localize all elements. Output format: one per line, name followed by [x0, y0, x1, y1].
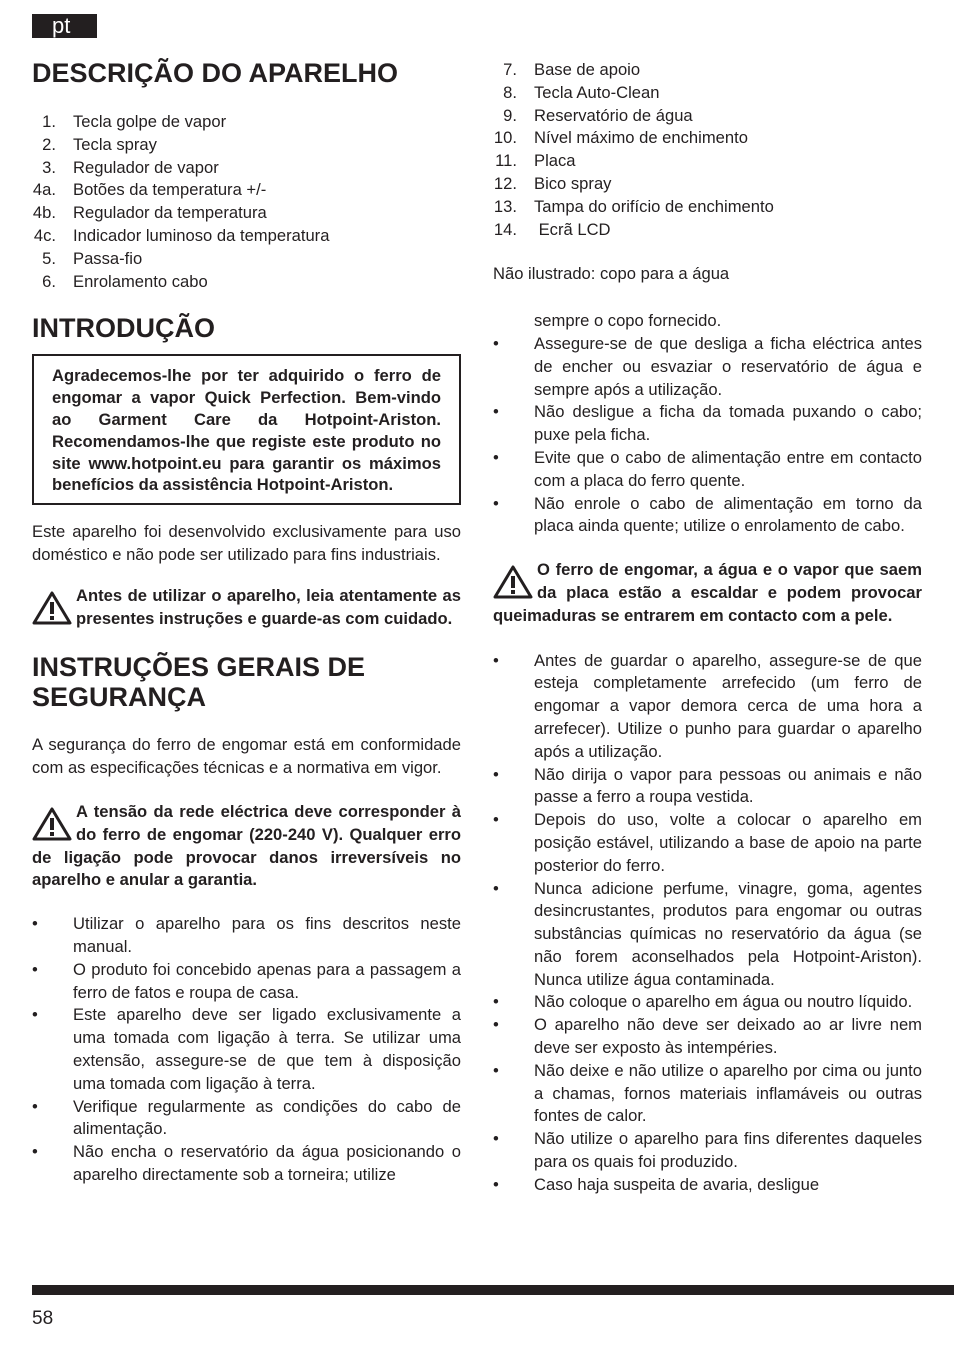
intro-warning [32, 585, 461, 631]
bullet-marker: • [493, 493, 499, 513]
bullet-item [493, 333, 922, 401]
list-item [32, 134, 461, 157]
bullet-marker: • [493, 1060, 499, 1080]
list-item [493, 150, 922, 173]
bullet-marker: • [493, 1129, 499, 1149]
list-item [493, 173, 922, 196]
list-item-number: 3. [42, 157, 56, 177]
warning-icon [32, 807, 72, 841]
safety-heading-line2: SEGURANÇA [32, 682, 207, 713]
bullet-text: Não encha o reservatório da água posicionando o aparelho directamente sob a torneira; utilize [73, 1142, 461, 1184]
list-item-text: Enrolamento cabo [73, 271, 208, 291]
list-item-text: Regulador da temperatura [73, 203, 267, 223]
list-item [32, 157, 461, 180]
intro-paragraph: Este aparelho foi desenvolvido exclusivamente para uso doméstico e não pode ser utilizado para fins industriais. [32, 522, 461, 564]
list-item-number: 6. [42, 271, 56, 291]
bullet-text: Verifique regularmente as condições do cabo de alimentação. [73, 1096, 461, 1139]
bullet-item [493, 650, 922, 764]
bullet-text: Não coloque o aparelho em água ou noutro líquido. [534, 992, 913, 1012]
list-item-number: 2. [42, 134, 56, 154]
language-tab: pt [32, 14, 97, 38]
bullet-text: Não desligue a ficha da tomada puxando o cabo; puxe pela ficha. [534, 402, 922, 445]
bullet-text: O produto foi concebido apenas para a passagem a ferro de fatos e roupa de casa. [73, 959, 461, 1002]
bullet-marker: • [493, 650, 499, 670]
list-item [32, 179, 461, 202]
list-item-number: 8. [503, 82, 517, 102]
bullet-item [493, 809, 922, 877]
bullet-marker: • [493, 878, 499, 898]
bullet-text: Utilizar o aparelho para os fins descritos neste manual. [73, 914, 461, 956]
bullet-item [493, 1060, 922, 1128]
description-heading: DESCRIÇÃO DO APARELHO [32, 58, 399, 88]
list-item-text: Base de apoio [534, 60, 641, 79]
warning-icon [32, 591, 72, 625]
list-item [493, 196, 922, 219]
hot-warning [493, 559, 922, 627]
bullet-marker: • [493, 333, 499, 353]
bullet-text: Caso haja suspeita de avaria, desligue [534, 1174, 820, 1194]
list-item-text: Nível máximo de enchimento [534, 128, 748, 148]
not-illustrated-note: Não ilustrado: copo para a água [493, 264, 730, 284]
page-number: 58 [32, 1308, 54, 1329]
safety-heading-line1: INSTRUÇÕES GERAIS DE [32, 652, 366, 683]
safety-heading [32, 652, 461, 712]
list-item-number: 14. [493, 219, 517, 239]
bullet-item [493, 878, 922, 992]
bullet-item [493, 1014, 922, 1060]
bullet-marker: • [493, 764, 499, 784]
bullet-item [493, 493, 922, 539]
list-item [493, 219, 922, 242]
intro-box: Agradecemos-lhe por ter adquirido o ferro de engomar a vapor Quick Perfection. Bem-vindo ao Garment Care da Hotpoint-Ariston. Recomendamos-lhe que registe este produto no site www.hotpoint.eu para garantir os máximos benefícios da assistência Hotpoint-Ariston. [32, 354, 461, 505]
bullet-marker: • [493, 402, 499, 422]
list-item-number: 11. [495, 151, 517, 171]
list-item-text: Tecla spray [73, 134, 157, 154]
list-item-text: Tecla golpe de vapor [73, 112, 227, 131]
right-column [493, 59, 922, 1197]
list-item-number: 1. [42, 112, 56, 131]
bullet-text: O aparelho não deve ser deixado ao ar livre nem deve ser exposto às intempéries. [534, 1015, 922, 1058]
list-item [493, 82, 922, 105]
list-item [32, 111, 461, 134]
bullet-text: Não deixe e não utilize o aparelho por cima ou junto a chamas, fornos materiais inflamáveis ou outras fontes de calor. [534, 1060, 922, 1126]
safety-bullets-right-1 [493, 333, 922, 538]
list-item-number: 4b. [32, 203, 56, 223]
bullet-text: Não utilize o aparelho para fins diferentes daqueles para os quais foi produzido. [534, 1129, 922, 1172]
bullet-marker: • [32, 959, 38, 979]
voltage-warning-text: A tensão da rede eléctrica deve corresponder à do ferro de engomar (220-240 V). Qualquer erro de ligação pode provocar danos irreversíveis no aparelho e anular a garantia. [32, 801, 461, 890]
warning-icon [493, 565, 533, 599]
list-item [32, 225, 461, 248]
list-item-text: Botões da temperatura +/- [73, 180, 267, 200]
bullet-item [493, 1128, 922, 1174]
list-item [32, 248, 461, 271]
bullet-item [493, 401, 922, 447]
hot-warning-text: O ferro de engomar, a água e o vapor que saem da placa estão a escaldar e podem provocar queimaduras se entrarem em contacto com a pele. [493, 560, 922, 625]
list-item-text: Reservatório de água [534, 105, 693, 125]
bullet-item [32, 1141, 461, 1187]
left-column [32, 58, 461, 1187]
list-item-number: 9. [503, 105, 517, 125]
bullet-marker: • [493, 810, 499, 830]
bullet-marker: • [493, 1015, 499, 1035]
bullet-text: Depois do uso, volte a colocar o aparelho em posição estável, utilizando a base de apoio na parte posterior do ferro. [534, 810, 922, 875]
list-item-text: Passa-fio [73, 248, 143, 268]
voltage-warning [32, 801, 461, 892]
list-item-number: 13. [493, 196, 517, 216]
list-item [493, 127, 922, 150]
footer-rule [32, 1285, 954, 1295]
bullet-text: Não enrole o cabo de alimentação em torno da placa ainda quente; utilize o enrolamento de cabo. [534, 493, 922, 536]
bullet-item [493, 764, 922, 810]
list-item-text: Indicador luminoso da temperatura [73, 225, 330, 245]
intro-warning-text: Antes de utilizar o aparelho, leia atentamente as presentes instruções e guarde-as com cuidado. [76, 585, 461, 628]
list-item-text: Ecrã LCD [534, 219, 611, 239]
bullet-item [32, 913, 461, 959]
list-item [493, 59, 922, 82]
bullet-text: Nunca adicione perfume, vinagre, goma, agentes desincrustantes, produtos para engomar ou outras substâncias químicas no reservatório da água (se não forem aconselhados pela Hotpoint-Ariston). Nunca utilize água contaminada. [534, 878, 922, 989]
bullet-marker: • [493, 447, 499, 467]
list-item-text: Bico spray [534, 173, 612, 193]
bullet-item [32, 959, 461, 1005]
bullet-item [32, 1096, 461, 1142]
bullet-text: Não dirija o vapor para pessoas ou animais e não passe a ferro a roupa vestida. [534, 764, 922, 807]
bullet-marker: • [493, 1174, 499, 1194]
bullet-text: Este aparelho deve ser ligado exclusivamente a uma tomada com ligação à terra. Se utilizar uma extensão, assegure-se de que tem à disposição uma tomada com ligação à terra. [73, 1005, 461, 1093]
list-item [493, 105, 922, 128]
safety-paragraph: A segurança do ferro de engomar está em conformidade com as especificações técnicas e a normativa em vigor. [32, 735, 461, 778]
bullet-marker: • [32, 1005, 38, 1025]
list-item-text: Tampa do orifício de enchimento [534, 196, 774, 216]
list-item-text: Placa [534, 151, 576, 171]
bullet-continuation: sempre o copo fornecido. [534, 311, 722, 331]
intro-heading: INTRODUÇÃO [32, 313, 215, 344]
bullet-marker: • [32, 1096, 38, 1116]
bullet-marker: • [32, 914, 38, 934]
list-item [32, 271, 461, 294]
bullet-item [493, 991, 922, 1014]
bullet-marker: • [32, 1142, 38, 1162]
bullet-text: Evite que o cabo de alimentação entre em contacto com a placa do ferro quente. [534, 447, 922, 490]
parts-list-left [32, 111, 461, 293]
bullet-text: Assegure-se de que desliga a ficha eléctrica antes de encher ou esvaziar o reservatório de água e sempre após a utilização. [534, 333, 922, 399]
bullet-marker: • [493, 992, 499, 1012]
list-item-text: Regulador de vapor [73, 157, 219, 177]
list-item-number: 10. [493, 128, 517, 148]
list-item-number: 12. [493, 173, 517, 193]
list-item-number: 5. [42, 248, 56, 268]
bullet-item [493, 1174, 922, 1197]
safety-bullets-left [32, 913, 461, 1187]
list-item [32, 202, 461, 225]
bullet-item [32, 1004, 461, 1095]
bullet-item [493, 447, 922, 493]
list-item-number: 7. [503, 60, 517, 79]
bullet-text: Antes de guardar o aparelho, assegure-se de que esteja completamente arrefecido (um ferro de engomar a vapor demora cerca de uma hora a arrefecer). Utilize o punho para guardar o aparelho após a utilização. [534, 650, 922, 761]
list-item-text: Tecla Auto-Clean [534, 82, 660, 102]
safety-bullets-right-2 [493, 650, 922, 1197]
parts-list-right [493, 59, 922, 241]
list-item-number: 4a. [32, 180, 56, 200]
list-item-number: 4c. [33, 225, 56, 245]
